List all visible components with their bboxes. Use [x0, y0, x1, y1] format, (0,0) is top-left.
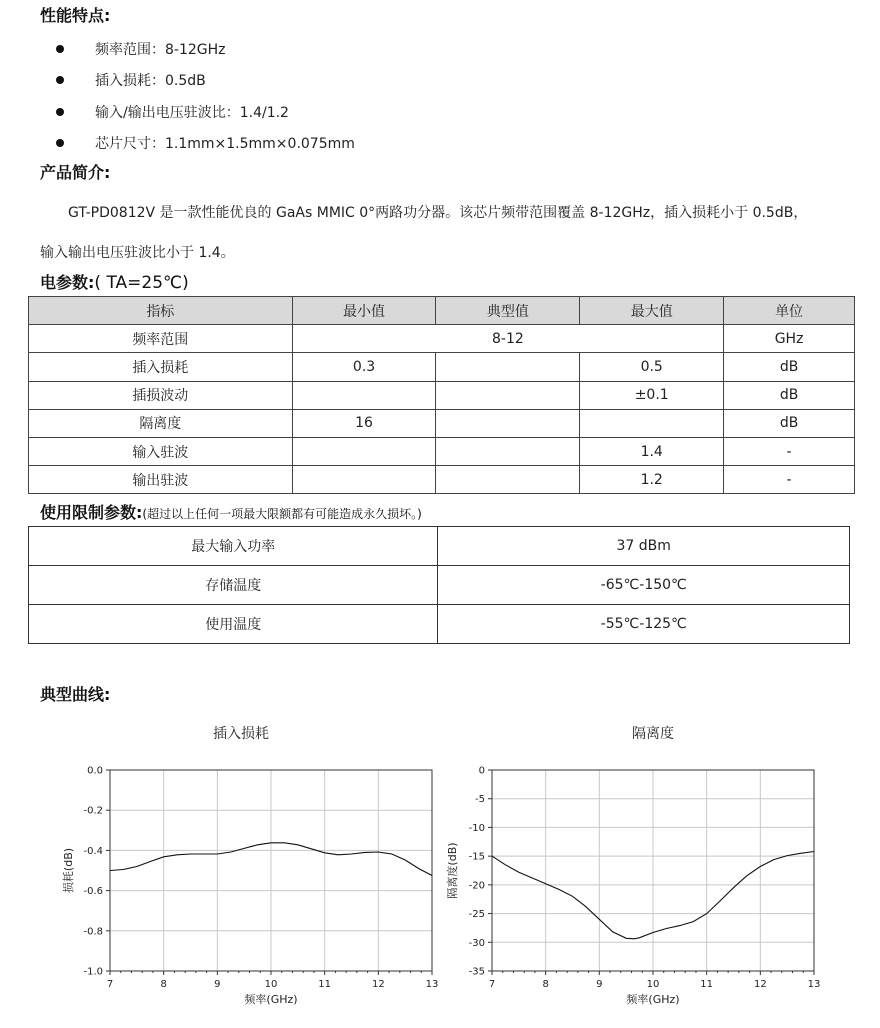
intro-line-1: GT-PD0812V 是一款性能优良的 GaAs MMIC 0°两路功分器。该芯片频带范围覆盖 8-12GHz，插入损耗小于 0.5dB，	[68, 205, 808, 221]
header-cell: 单位	[724, 297, 855, 325]
param-typ	[436, 437, 580, 465]
param-min	[292, 466, 436, 494]
feature-item	[56, 128, 355, 160]
intro-line-2: 输入输出电压驻波比小于 1.4。	[40, 245, 235, 261]
features-list	[56, 33, 355, 159]
param-typ	[436, 381, 580, 409]
table-row	[29, 409, 855, 437]
feature-item	[56, 96, 355, 128]
header-cell: 典型值	[436, 297, 580, 325]
insertion-loss-chart	[40, 755, 480, 1025]
param-unit: GHz	[724, 325, 855, 353]
y-tick-label: -0.4	[83, 845, 103, 857]
y-tick-label: -1.0	[83, 966, 103, 978]
table-row	[29, 605, 850, 644]
param-unit: -	[724, 466, 855, 494]
elec-condition: ( TA=25℃)	[94, 273, 189, 293]
y-tick-label: -5	[475, 794, 485, 806]
param-min	[292, 437, 436, 465]
x-axis-label: 频率(GHz)	[244, 993, 298, 1006]
param-unit: dB	[724, 353, 855, 381]
table-row	[29, 381, 855, 409]
isolation-chart	[440, 755, 860, 1025]
y-tick-label: -10	[468, 822, 485, 834]
feature-text: 芯片尺寸：1.1mm×1.5mm×0.075mm	[95, 136, 355, 153]
bullet-icon	[56, 139, 64, 147]
x-tick-label: 9	[214, 979, 221, 990]
limit-value: 37 dBm	[438, 527, 850, 566]
limit-value: -65℃-150℃	[438, 566, 850, 605]
limit-name: 最大输入功率	[29, 527, 438, 566]
x-tick-label: 7	[488, 979, 496, 990]
limits-heading-label: 使用限制参数:	[40, 503, 143, 522]
table-row	[29, 466, 855, 494]
param-typ	[436, 409, 580, 437]
table-row	[29, 566, 850, 605]
table-row	[29, 437, 855, 465]
param-min: 16	[292, 409, 436, 437]
param-min	[292, 381, 436, 409]
y-axis-label: 损耗(dB)	[62, 847, 75, 894]
param-name: 插损波动	[29, 381, 293, 409]
curves-heading: 典型曲线:	[40, 685, 111, 704]
features-heading: 性能特点:	[40, 6, 111, 25]
x-tick-label: 11	[700, 979, 714, 990]
x-tick-label: 7	[106, 979, 114, 990]
x-tick-label: 13	[425, 979, 439, 990]
x-tick-label: 11	[318, 979, 332, 990]
elec-heading-label: 电参数:	[40, 273, 95, 292]
param-unit: -	[724, 437, 855, 465]
bullet-icon	[56, 76, 64, 84]
limits-table	[28, 526, 850, 644]
param-unit: dB	[724, 409, 855, 437]
param-max: ±0.1	[580, 381, 724, 409]
bullet-icon	[56, 108, 64, 116]
feature-text: 输入/输出电压驻波比：1.4/1.2	[95, 104, 289, 121]
y-tick-label: -0.6	[83, 886, 103, 898]
limits-heading	[40, 500, 422, 523]
param-typ	[436, 466, 580, 494]
feature-text: 插入损耗：0.5dB	[95, 73, 206, 90]
feature-item	[56, 65, 355, 97]
x-tick-label: 12	[753, 979, 767, 990]
y-tick-label: -35	[468, 966, 485, 978]
param-unit: dB	[724, 381, 855, 409]
y-tick-label: -15	[468, 851, 485, 863]
header-cell: 最大值	[580, 297, 724, 325]
chart-1-title: 插入损耗	[213, 726, 269, 742]
param-max: 1.2	[580, 466, 724, 494]
chart-2-title: 隔离度	[632, 726, 674, 742]
y-tick-label: -0.2	[83, 805, 103, 817]
x-axis-label: 频率(GHz)	[626, 993, 680, 1006]
x-tick-label: 10	[646, 979, 660, 990]
x-tick-label: 8	[542, 979, 549, 990]
y-axis-label: 隔离度(dB)	[446, 842, 459, 899]
bullet-icon	[56, 45, 64, 53]
y-tick-label: -0.8	[83, 926, 103, 938]
table-row	[29, 325, 855, 353]
limit-name: 存储温度	[29, 566, 438, 605]
param-name: 输出驻波	[29, 466, 293, 494]
param-name: 频率范围	[29, 325, 293, 353]
param-min: 0.3	[292, 353, 436, 381]
x-tick-label: 12	[371, 979, 385, 990]
param-max: 0.5	[580, 353, 724, 381]
param-name: 插入损耗	[29, 353, 293, 381]
header-cell: 指标	[29, 297, 293, 325]
feature-item	[56, 33, 355, 65]
x-tick-label: 9	[596, 979, 603, 990]
x-tick-label: 10	[264, 979, 278, 990]
param-name: 隔离度	[29, 409, 293, 437]
feature-text: 频率范围：8-12GHz	[95, 41, 226, 58]
param-max: 1.4	[580, 437, 724, 465]
param-max	[580, 409, 724, 437]
y-tick-label: -20	[468, 880, 485, 892]
x-tick-label: 13	[807, 979, 821, 990]
y-tick-label: 0.0	[87, 765, 103, 777]
table-row	[29, 353, 855, 381]
elec-heading	[40, 270, 189, 293]
intro-heading: 产品简介:	[40, 163, 111, 182]
table-row	[29, 527, 850, 566]
param-typ: 8-12	[292, 325, 723, 353]
y-tick-label: -25	[468, 909, 485, 921]
header-cell: 最小值	[292, 297, 436, 325]
y-tick-label: -30	[468, 937, 485, 949]
limits-note: (超过以上任何一项最大限额都有可能造成永久损坏。)	[142, 507, 422, 521]
limit-value: -55℃-125℃	[438, 605, 850, 644]
param-typ	[436, 353, 580, 381]
y-tick-label: 0	[478, 765, 485, 777]
limit-name: 使用温度	[29, 605, 438, 644]
table-header-row	[29, 297, 855, 325]
param-name: 输入驻波	[29, 437, 293, 465]
x-tick-label: 8	[160, 979, 167, 990]
electrical-params-table	[28, 296, 855, 494]
